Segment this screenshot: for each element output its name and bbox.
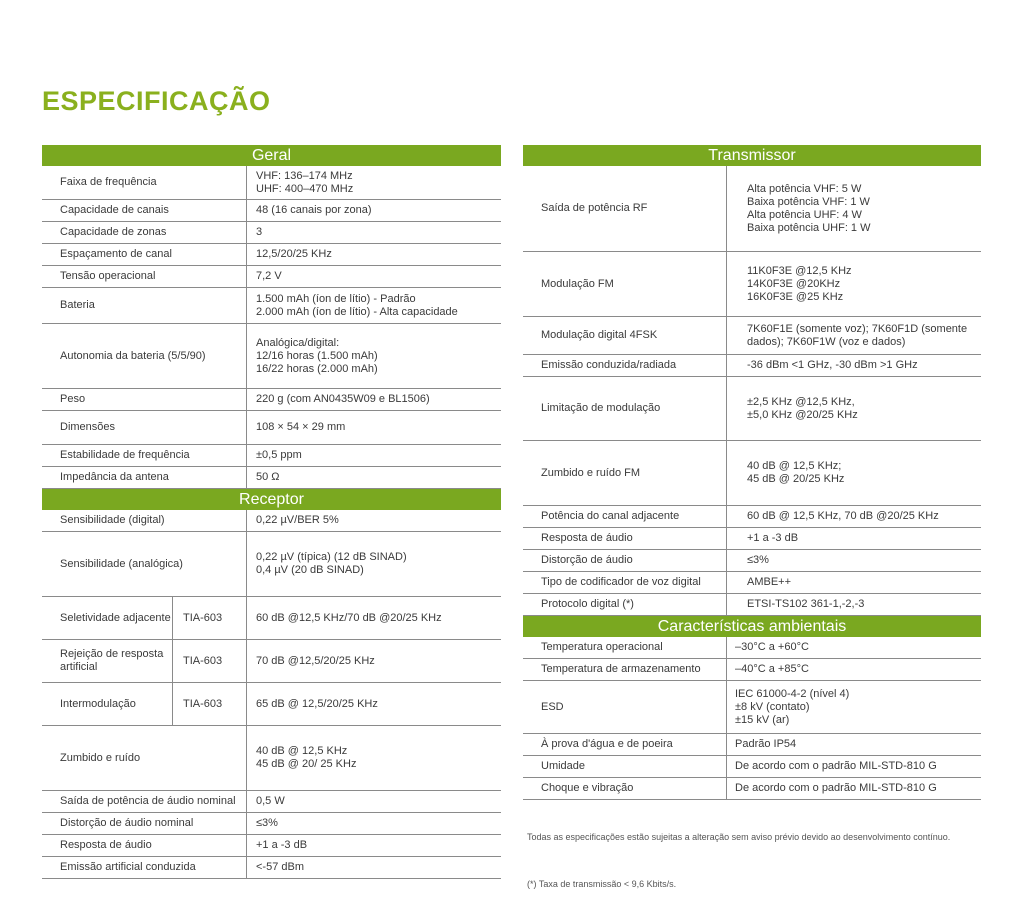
spec-value (727, 550, 773, 571)
receptor-row (42, 532, 501, 597)
spec-value (247, 324, 382, 388)
spec-value (727, 594, 868, 615)
spec-label: Tipo de codificador de voz digital (523, 572, 727, 593)
spec-value-line: 40 dB @ 12,5 KHz (256, 745, 348, 757)
spec-value-line: Alta potência VHF: 5 W (747, 182, 862, 195)
section-header-transmissor: Transmissor (523, 145, 981, 166)
geral-row (42, 200, 501, 222)
receptor-row (42, 726, 501, 791)
spec-label: Saída de potência RF (523, 166, 727, 251)
spec-value-line: ETSI-TS102 361-1,-2,-3 (747, 598, 865, 610)
transmissor-row (523, 594, 981, 616)
spec-value-line: Baixa potência UHF: 1 W (747, 221, 871, 234)
spec-label: Modulação digital 4FSK (523, 317, 727, 354)
receptor-table (42, 510, 501, 879)
spec-value-line: 12,5/20/25 KHz (256, 248, 332, 260)
spec-value (727, 681, 853, 733)
transmissor-row (523, 166, 981, 252)
geral-row (42, 324, 501, 389)
spec-value-line: 14K0F3E @20KHz (747, 277, 841, 290)
receptor-row (42, 813, 501, 835)
geral-row (42, 389, 501, 411)
transmissor-table (523, 166, 981, 616)
spec-value (247, 640, 379, 682)
spec-value-line: 12/16 horas (1.500 mAh) (256, 349, 378, 362)
spec-value (247, 813, 282, 834)
spec-label: Capacidade de canais (42, 200, 247, 221)
spec-value-line: 0,22 µV (típica) (12 dB SINAD) (256, 551, 407, 563)
spec-value-line: Padrão IP54 (735, 738, 797, 750)
spec-label: Espaçamento de canal (42, 244, 247, 265)
geral-row (42, 288, 501, 324)
spec-value (727, 441, 848, 505)
spec-value-line: ±0,5 ppm (256, 449, 302, 461)
spec-label: Protocolo digital (*) (523, 594, 727, 615)
spec-value-line: -36 dBm <1 GHz, -30 dBm >1 GHz (747, 359, 918, 371)
spec-label: Rejeição de resposta artificial (42, 640, 173, 682)
spec-value (727, 528, 802, 549)
spec-value (247, 411, 349, 444)
spec-label: Potência do canal adjacente (523, 506, 727, 527)
spec-value (247, 389, 434, 410)
geral-row (42, 244, 501, 266)
spec-value (727, 637, 813, 658)
spec-label: Impedância da antena (42, 467, 247, 488)
spec-value-line: ±15 kV (ar) (735, 713, 790, 726)
spec-label: Resposta de áudio (42, 835, 247, 856)
geral-row (42, 166, 501, 200)
spec-label: Distorção de áudio (523, 550, 727, 571)
right-column (523, 145, 981, 800)
spec-value-line: ≤3% (747, 554, 769, 566)
transmissor-row (523, 252, 981, 317)
spec-value (727, 355, 922, 376)
spec-value (247, 791, 289, 812)
transmissor-row (523, 441, 981, 506)
spec-value-line: UHF: 400–470 MHz (256, 182, 354, 195)
spec-value (247, 222, 266, 243)
geral-row (42, 266, 501, 288)
spec-label: Zumbido e ruído FM (523, 441, 727, 505)
spec-value (727, 506, 943, 527)
spec-value-line: 11K0F3E @12,5 KHz (747, 264, 852, 277)
spec-value-line: ≤3% (256, 817, 278, 829)
spec-value-line: 70 dB @12,5/20/25 KHz (256, 654, 375, 667)
spec-label: Temperatura de armazenamento (523, 659, 727, 680)
spec-value-line: 2.000 mAh (íon de lítio) - Alta capacidade (256, 305, 458, 318)
page-title: ESPECIFICAÇÃO (42, 86, 271, 116)
spec-value (727, 252, 856, 316)
spec-value-line: 16/22 horas (2.000 mAh) (256, 362, 378, 375)
geral-table (42, 166, 501, 489)
spec-value-line: 3 (256, 226, 263, 238)
spec-value (727, 756, 941, 777)
spec-value-line: ±8 kV (contato) (735, 700, 810, 713)
receptor-row (42, 640, 501, 683)
spec-value (247, 266, 286, 287)
left-column (42, 145, 501, 879)
spec-label: Choque e vibração (523, 778, 727, 799)
spec-value (247, 445, 306, 466)
receptor-row (42, 835, 501, 857)
spec-value-line: 65 dB @ 12,5/20/25 KHz (256, 697, 378, 710)
disclaimer-note: Todas as especificações estão sujeitas a alteração sem aviso prévio devido ao desenvolvimento contínuo. (527, 832, 951, 842)
spec-value-line: Baixa potência VHF: 1 W (747, 195, 870, 208)
spec-value-line: VHF: 136–174 MHz (256, 169, 353, 182)
spec-label: Autonomia da bateria (5/5/90) (42, 324, 247, 388)
spec-value (727, 778, 941, 799)
spec-label: Zumbido e ruído (42, 726, 247, 790)
spec-value-line: 220 g (com AN0435W09 e BL1506) (256, 393, 430, 405)
spec-value (247, 244, 336, 265)
spec-label: Distorção de áudio nominal (42, 813, 247, 834)
spec-value-line: –40°C a +85°C (735, 663, 809, 675)
spec-value-line: –30°C a +60°C (735, 641, 809, 653)
spec-value-line: De acordo com o padrão MIL-STD-810 G (735, 760, 937, 772)
section-header-geral: Geral (42, 145, 501, 166)
spec-value-line: 7,2 V (256, 270, 282, 282)
spec-value (247, 857, 308, 878)
spec-label: Sensibilidade (analógica) (42, 532, 247, 596)
spec-label: Dimensões (42, 411, 247, 444)
geral-row (42, 467, 501, 489)
spec-label: Seletividade adjacente (42, 597, 173, 639)
spec-value-line: ±5,0 KHz @20/25 KHz (747, 408, 858, 421)
spec-standard: TIA-603 (173, 640, 247, 682)
spec-value-line: AMBE++ (747, 576, 792, 588)
transmissor-row (523, 528, 981, 550)
spec-label: Tensão operacional (42, 266, 247, 287)
spec-value-line: dados); 7K60F1W (voz e dados) (747, 335, 906, 348)
spec-label: Temperatura operacional (523, 637, 727, 658)
spec-value (247, 597, 446, 639)
ambientais-row (523, 681, 981, 734)
spec-value-line: 45 dB @ 20/ 25 KHz (256, 758, 357, 770)
spec-value-line: 50 Ω (256, 471, 280, 483)
spec-value-line: 40 dB @ 12,5 KHz; (747, 460, 842, 472)
ambientais-row (523, 756, 981, 778)
ambientais-row (523, 734, 981, 756)
receptor-row (42, 791, 501, 813)
spec-standard: TIA-603 (173, 683, 247, 725)
spec-value-line: <-57 dBm (256, 861, 304, 873)
spec-label: Emissão conduzida/radiada (523, 355, 727, 376)
spec-value-line: 16K0F3E @25 KHz (747, 290, 844, 303)
spec-label: Modulação FM (523, 252, 727, 316)
spec-value (247, 288, 462, 323)
receptor-row (42, 510, 501, 532)
spec-value (727, 572, 795, 593)
spec-value-line: Analógica/digital: (256, 336, 340, 349)
spec-label: Emissão artificial conduzida (42, 857, 247, 878)
spec-label: À prova d'água e de poeira (523, 734, 727, 755)
spec-value (247, 166, 357, 199)
spec-label: Capacidade de zonas (42, 222, 247, 243)
spec-label: Limitação de modulação (523, 377, 727, 440)
transmissor-row (523, 377, 981, 441)
spec-value (247, 726, 360, 790)
ambientais-row (523, 637, 981, 659)
spec-value (247, 683, 382, 725)
receptor-row (42, 857, 501, 879)
receptor-row (42, 597, 501, 640)
spec-value (247, 467, 284, 488)
spec-label: Sensibilidade (digital) (42, 510, 247, 531)
spec-value-line: 108 × 54 × 29 mm (256, 421, 346, 433)
spec-value-line: +1 a -3 dB (747, 532, 799, 544)
spec-value (727, 166, 875, 251)
ambientais-row (523, 659, 981, 681)
spec-value (727, 317, 971, 354)
spec-label: Saída de potência de áudio nominal (42, 791, 247, 812)
spec-standard: TIA-603 (173, 597, 247, 639)
spec-value (727, 734, 800, 755)
spec-value-line: +1 a -3 dB (256, 839, 308, 851)
spec-value-line: 60 dB @12,5 KHz/70 dB @20/25 KHz (256, 611, 442, 624)
spec-value (247, 510, 343, 531)
spec-label: Peso (42, 389, 247, 410)
spec-value (247, 835, 311, 856)
geral-row (42, 411, 501, 445)
spec-value-line: 48 (16 canais por zona) (256, 204, 372, 216)
spec-value-line: 45 dB @ 20/25 KHz (747, 473, 845, 485)
spec-value-line: 7K60F1E (somente voz); 7K60F1D (somente (747, 322, 968, 335)
transmissor-row (523, 506, 981, 528)
geral-row (42, 445, 501, 467)
transmissor-row (523, 355, 981, 377)
spec-label: Resposta de áudio (523, 528, 727, 549)
spec-value-line: 0,4 µV (20 dB SINAD) (256, 564, 364, 576)
footnote: (*) Taxa de transmissão < 9,6 Kbits/s. (527, 879, 677, 889)
spec-value (727, 659, 813, 680)
spec-label: Umidade (523, 756, 727, 777)
spec-value-line: IEC 61000-4-2 (nível 4) (735, 687, 850, 700)
section-header-ambientais: Características ambientais (523, 616, 981, 637)
geral-row (42, 222, 501, 244)
transmissor-row (523, 317, 981, 355)
section-header-receptor: Receptor (42, 489, 501, 510)
spec-value (247, 200, 376, 221)
transmissor-row (523, 572, 981, 594)
spec-value-line: 60 dB @ 12,5 KHz, 70 dB @20/25 KHz (747, 510, 939, 522)
spec-value-line: 0,5 W (256, 795, 285, 807)
spec-value-line: 1.500 mAh (íon de lítio) - Padrão (256, 292, 416, 305)
spec-value-line: ±2,5 KHz @12,5 KHz, (747, 395, 855, 408)
ambientais-row (523, 778, 981, 800)
spec-label: Intermodulação (42, 683, 173, 725)
receptor-row (42, 683, 501, 726)
spec-value-line: De acordo com o padrão MIL-STD-810 G (735, 782, 937, 794)
spec-label: Faixa de frequência (42, 166, 247, 199)
spec-value (727, 377, 862, 440)
spec-label: Estabilidade de frequência (42, 445, 247, 466)
spec-label: Bateria (42, 288, 247, 323)
spec-value (247, 532, 411, 596)
spec-value-line: Alta potência UHF: 4 W (747, 208, 862, 221)
spec-label: ESD (523, 681, 727, 733)
ambientais-table (523, 637, 981, 800)
spec-value-line: 0,22 µV/BER 5% (256, 514, 339, 526)
transmissor-row (523, 550, 981, 572)
